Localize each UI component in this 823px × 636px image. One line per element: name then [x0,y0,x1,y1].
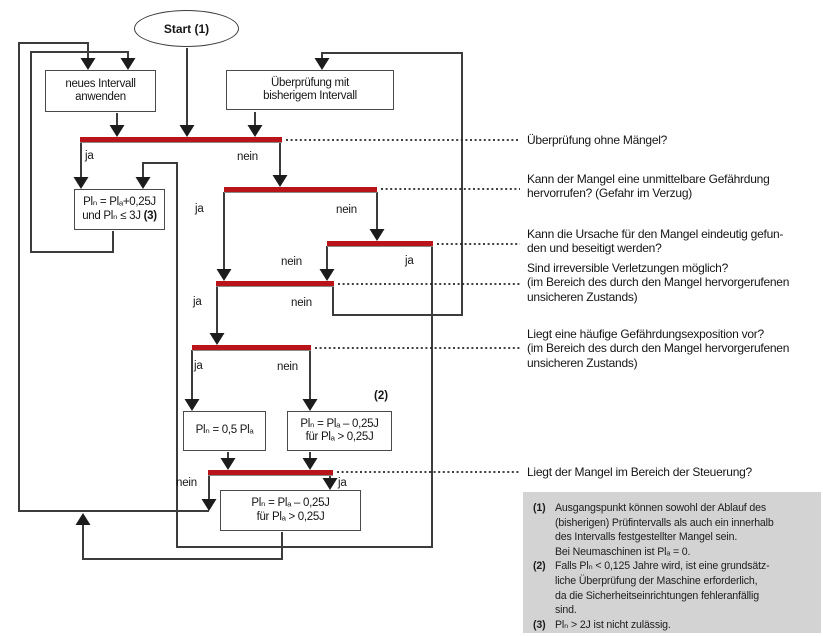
footnote-line: sind. [555,604,577,617]
arrowhead-icon [320,269,335,281]
question-1 [527,133,667,147]
footnote-line: (bisherigen) Prüfintervalls als auch ein innerhalb [555,516,774,529]
branch-label-d1-ja: ja [85,150,94,162]
arrowhead-icon [121,58,136,70]
branch-label-d4-ja: ja [193,296,202,308]
node-formula-reduce-a [287,411,392,451]
arrowhead-icon [248,125,263,137]
footnote-2 [533,559,815,617]
decision-bar-1 [80,137,282,142]
decision-bar-4 [216,281,334,286]
arrowhead-icon [303,458,318,470]
footnote-line: da die Sicherheitseinrichtungen fehleranfällig [555,589,759,602]
formula-line: Plₙ = Plₐ+0,25J [83,196,156,208]
decision-bar-3 [327,241,433,246]
branch-label-d2-ja: ja [195,203,204,215]
question-4 [527,261,789,304]
question-5 [527,327,789,370]
node-ueberpruefung-bisher [226,70,394,110]
start-label: Start (1) [163,21,210,36]
decision-bar-4-edge [216,286,334,287]
decision-bar-6 [208,470,333,475]
arrowhead-icon [273,175,288,187]
formula-text: und Plₙ ≤ 3J [82,209,141,222]
branch-label-d5-ja: ja [194,360,203,372]
formula-line: Plₙ = Plₐ – 0,25J [300,417,379,430]
formula-line: Plₙ = Plₐ – 0,25J [251,497,330,509]
question-line: Liegt der Mangel im Bereich der Steuerung? [527,465,752,479]
question-line: Kann die Ursache für den Mangel eindeutig gefun- [527,227,784,241]
formula-line: für Plₐ > 0,25J [305,431,374,443]
arrowhead-icon [210,333,225,345]
node-line: anwenden [75,91,126,103]
branch-label-d6-nein: nein [176,477,197,489]
branch-label-d2-nein: nein [336,204,357,216]
arrowhead-icon [315,58,330,70]
formula-line: Plₙ = 0,5 Plₐ [195,424,254,437]
arrowhead-icon [136,177,151,189]
branch-label-d6-ja: ja [338,477,347,489]
arrowhead-icon [202,499,217,511]
decision-bar-1-edge [80,142,282,143]
node-line: neues Intervall [65,77,136,90]
branch-label-d3-nein: nein [281,256,302,268]
footnote-panel [523,492,821,633]
arrowhead-icon [370,229,385,241]
footnote-line: Bei Neumaschinen ist Plₐ = 0. [555,545,691,558]
arrowhead-icon [303,399,318,411]
arrowhead-icon [323,478,338,490]
node-line: Überprüfung mit [271,76,349,89]
footnote-text [555,501,774,559]
question-line: hervorrufen? (Gefahr im Verzug) [527,186,692,201]
branch-label-d4-nein: nein [291,297,312,309]
note-ref-3: (3) [143,209,157,222]
edge-return-outer [19,43,209,511]
arrowhead-icon [180,125,195,137]
node-line: bisherigem Intervall [263,90,357,102]
footnote-text [555,618,671,633]
footnote-marker: (3) [533,618,546,631]
formula-line: für Plₐ > 0,25J [256,510,325,523]
arrowhead-icon [81,58,96,70]
decision-bar-2-edge [224,192,377,193]
footnote-line: Falls Plₙ < 0,125 Jahre wird, ist eine grundsätz- [555,560,770,573]
note-ref-2: (2) [374,390,389,402]
question-line: unsicheren Zustands) [527,355,638,370]
node-neues-intervall [45,70,156,112]
question-line: Liegt eine häufige Gefährdungsexposition vor? [527,327,764,341]
node-formula-extend [74,189,165,230]
decision-bar-3-edge [327,246,433,247]
branch-label-d3-ja: ja [405,255,414,267]
question-line: (im Bereich des durch den Mangel hervorgerufenen [527,275,790,290]
footnote-3 [533,618,815,633]
decision-bar-5 [192,345,311,350]
arrowhead-icon [217,269,232,281]
question-line: Überprüfung ohne Mängel? [527,133,668,147]
footnote-line: liche Überprüfung der Maschine erforderlich, [555,574,758,587]
formula-line [82,210,157,224]
footnote-marker: (1) [533,502,546,514]
arrowhead-icon [76,513,91,525]
arrowhead-icon [74,177,89,189]
branch-label-d1-nein: nein [237,151,258,163]
decision-bar-6-edge [208,475,333,476]
branch-label-d5-nein: nein [277,361,298,373]
question-2 [527,172,770,201]
arrowhead-icon [221,458,236,470]
question-line: Kann der Mangel eine unmittelbare Gefährdung [527,172,770,186]
node-formula-half [183,411,266,451]
decision-bar-5-edge [192,350,311,351]
node-formula-reduce-b [220,490,361,531]
footnote-text [555,559,769,617]
question-3 [527,227,783,256]
footnote-line: Plₙ > 2J ist nicht zulässig. [555,618,671,631]
footnote-line: Ausgangspunkt können sowohl der Ablauf des [555,502,767,514]
decision-bar-2 [224,187,377,192]
footnote-marker: (2) [533,560,546,573]
arrowhead-icon [185,399,200,411]
footnote-1 [533,501,815,559]
question-line: Sind irreversible Verletzungen möglich? [527,261,729,275]
question-6 [527,465,752,479]
question-line: den und beseitigt werden? [527,241,662,256]
question-line: (im Bereich des durch den Mangel hervorgerufenen [527,341,790,356]
start-node [134,10,239,47]
question-line: unsicheren Zustands) [527,289,638,304]
footnote-line: des Intervalls festgestellter Mangel sein. [555,531,738,544]
arrowhead-icon [110,125,125,137]
